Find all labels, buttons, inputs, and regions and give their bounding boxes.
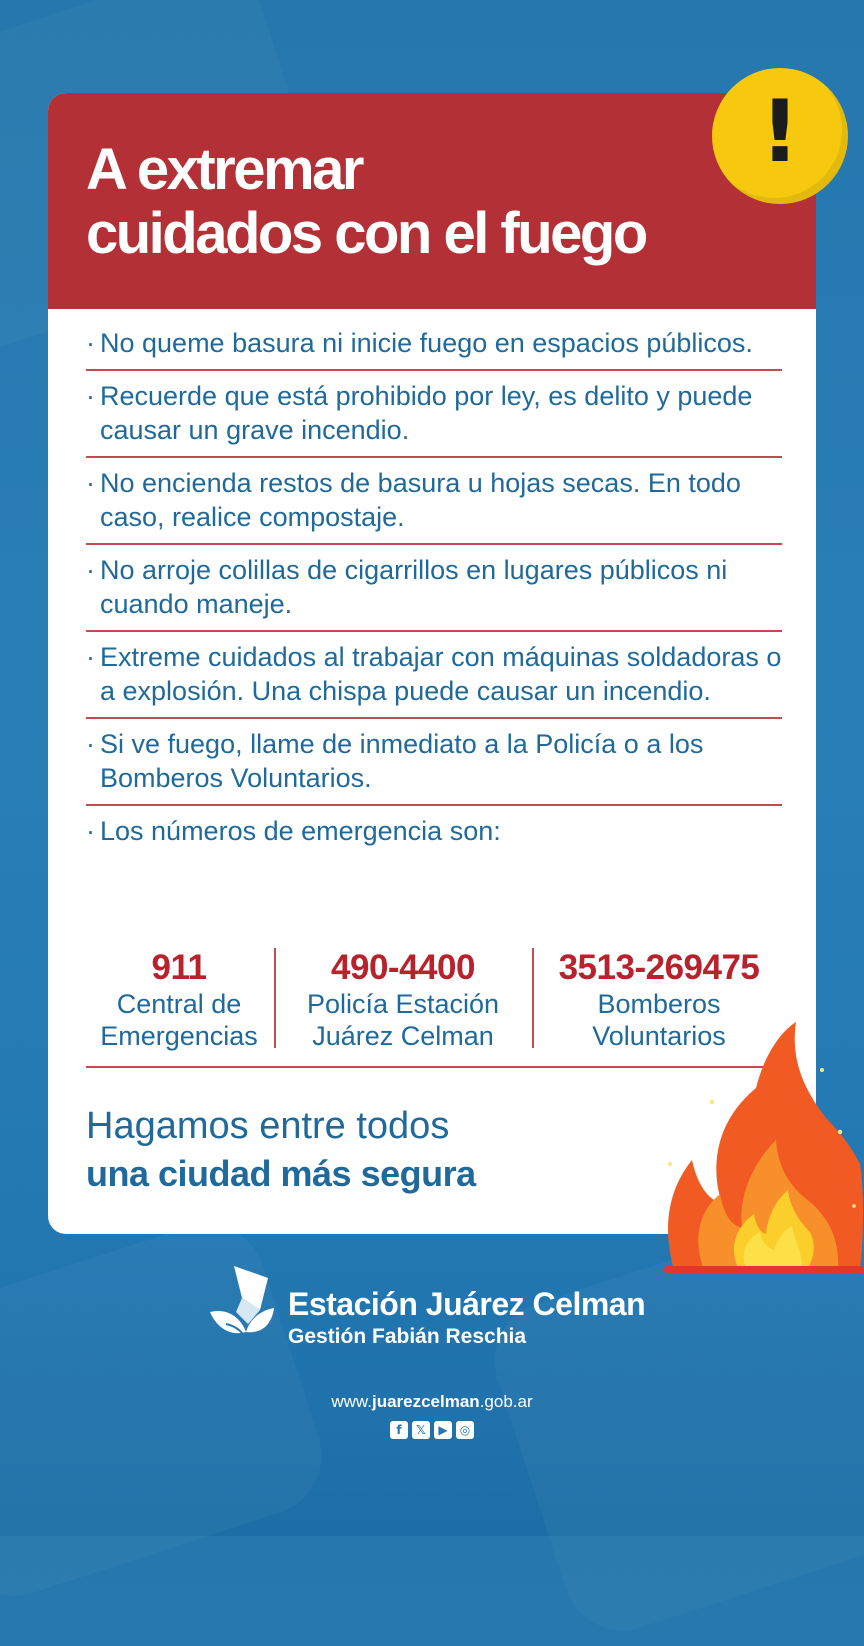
tip-text: Extreme cuidados al trabajar con máquinas soldadoras o a explosión. Una chispa puede causar un incendio. [100,642,782,706]
website-domain: juarezcelman [371,1392,480,1411]
tip-text: Recuerde que está prohibido por ley, es delito y puede causar un grave incendio. [100,381,753,445]
page-title [86,138,646,266]
list-item [86,806,782,857]
tip-text: Los números de emergencia son: [100,816,501,846]
list-item [86,632,782,719]
instagram-icon[interactable]: ◎ [456,1421,474,1439]
x-icon[interactable]: 𝕏 [412,1421,430,1439]
exclamation-mark: ! [760,82,800,182]
bullet: · [86,729,95,759]
phone-label-line-1: Bomberos [597,989,721,1019]
bullet: · [86,555,95,585]
tip-text: No encienda restos de basura u hojas secas. En todo caso, realice compostaje. [100,468,741,532]
phone-label-line-1: Central de [116,989,242,1019]
website-suffix: .gob.ar [479,1392,533,1411]
bullet: · [86,642,95,672]
bullet: · [86,381,95,411]
list-item [86,545,782,632]
estacion-logo [206,1262,276,1350]
phone-number: 911 [151,948,207,987]
warning-icon [712,68,848,204]
phone-label-line-2: Juárez Celman [312,1021,494,1051]
phone-number: 3513-269475 [558,948,760,987]
title-banner [48,93,816,309]
list-item [86,318,782,371]
slogan-line-1: Hagamos entre todos [86,1105,450,1147]
list-item [86,458,782,545]
phone-label-line-2: Voluntarios [592,1021,726,1051]
divider [532,948,534,1048]
phone-label-line-2: Emergencias [100,1021,258,1051]
phone-central [86,948,272,1052]
bullet: · [86,816,95,846]
slogan-line-2: una ciudad más segura [86,1153,476,1194]
fire-icon [664,1022,864,1280]
tip-text: No queme basura ni inicie fuego en espacios públicos. [100,328,753,358]
phone-number: 490-4400 [331,948,475,987]
list-item [86,719,782,806]
list-item [86,371,782,458]
title-line-1: A extremar [86,137,362,202]
facebook-icon[interactable]: f [390,1421,408,1439]
bullet: · [86,328,95,358]
social-links [390,1421,474,1439]
youtube-icon[interactable]: ▶ [434,1421,452,1439]
website-link[interactable] [0,1391,864,1413]
title-line-2: cuidados con el fuego [86,201,646,266]
tip-text: Si ve fuego, llame de inmediato a la Policía o a los Bomberos Voluntarios. [100,729,704,793]
phone-policia [276,948,530,1052]
bullet: · [86,468,95,498]
brand-name: Estación Juárez Celman [288,1286,646,1322]
phone-label-line-1: Policía Estación [306,989,500,1019]
tips-list [86,318,782,857]
brand-subtitle: Gestión Fabián Reschia [288,1325,527,1348]
tip-text: No arroje colillas de cigarrillos en lugares públicos ni cuando maneje. [100,555,728,619]
website-prefix: www. [331,1392,372,1411]
